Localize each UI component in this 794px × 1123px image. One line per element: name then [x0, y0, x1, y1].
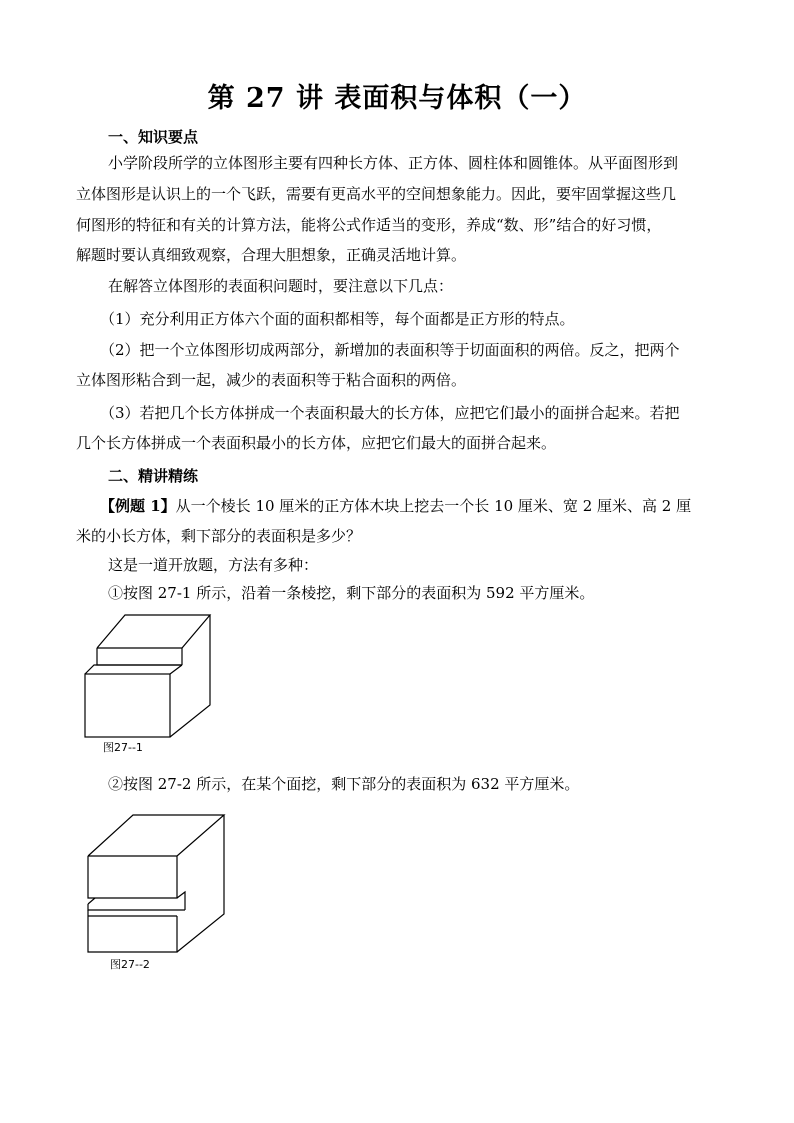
paragraph-line: 立体图形是认识上的一个飞跃，需要有更高水平的空间想象能力。因此，要牢固掌握这些几 — [76, 185, 677, 203]
figure-27-2-drawing — [80, 810, 230, 955]
point-3-line: （3）若把几个长方体拼成一个表面积最大的长方体，应把它们最小的面拼合起来。若把 — [100, 404, 680, 422]
point-1: （1）充分利用正方体六个面的面积都相等，每个面都是正方形的特点。 — [100, 310, 575, 328]
figure-27-2-caption: 图27--2 — [110, 958, 150, 971]
paragraph-intro: 在解答立体图形的表面积问题时，要注意以下几点： — [108, 277, 454, 295]
example-line — [100, 496, 691, 516]
example-text: 从一个棱长 10 厘米的正方体木块上挖去一个长 10 厘米、宽 2 厘米、高 2 厘 — [175, 497, 692, 515]
example-label: 【例题 1】 — [100, 497, 176, 515]
figure-27-2 — [80, 810, 230, 955]
figure-27-1 — [80, 608, 220, 743]
paragraph-line: 小学阶段所学的立体图形主要有四种长方体、正方体、圆柱体和圆锥体。从平面图形到 — [108, 154, 679, 172]
method-1: ①按图 27-1 所示，沿着一条棱挖，剩下部分的表面积为 592 平方厘米。 — [108, 584, 595, 602]
figure-27-1-drawing — [80, 608, 220, 743]
example-line-2: 米的小长方体，剩下部分的表面积是多少？ — [76, 527, 362, 545]
method-2: ②按图 27-2 所示，在某个面挖，剩下部分的表面积为 632 平方厘米。 — [108, 775, 580, 793]
page-title: 第 27 讲 表面积与体积（一） — [207, 83, 587, 114]
point-2-line: 立体图形粘合到一起，减少的表面积等于粘合面积的两倍。 — [76, 371, 467, 389]
figure-27-1-caption: 图27--1 — [103, 741, 143, 754]
paragraph-line: 何图形的特征和有关的计算方法，能将公式作适当的变形，养成“数、形”结合的好习惯， — [76, 216, 662, 234]
section-heading-knowledge: 一、知识要点 — [108, 128, 199, 146]
point-2-line: （2）把一个立体图形切成两部分，新增加的表面积等于切面面积的两倍。反之，把两个 — [100, 341, 680, 359]
point-3-line: 几个长方体拼成一个表面积最小的长方体，应把它们最大的面拼合起来。 — [76, 434, 557, 452]
section-heading-practice: 二、精讲精练 — [108, 467, 199, 485]
open-question-note: 这是一道开放题，方法有多种： — [108, 556, 319, 574]
paragraph-line: 解题时要认真细致观察，合理大胆想象，正确灵活地计算。 — [76, 246, 467, 264]
